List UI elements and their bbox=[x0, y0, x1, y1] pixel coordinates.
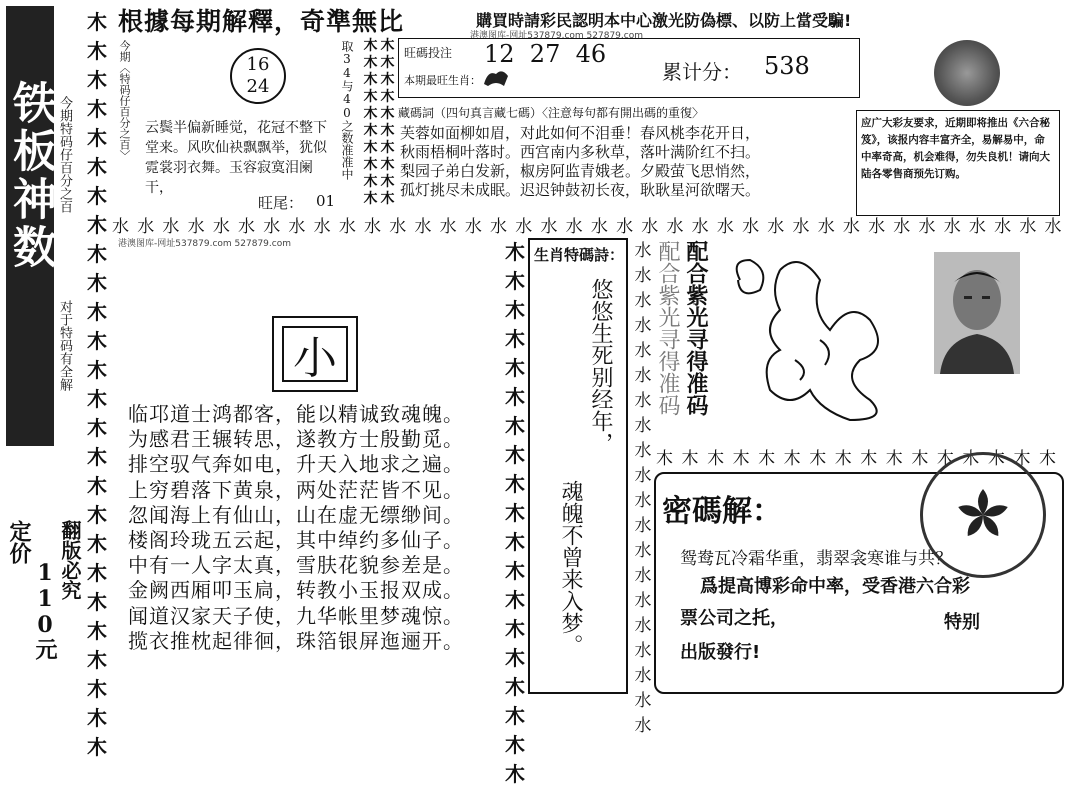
laser-gray-text: 配合紫光寻得准码 bbox=[655, 240, 680, 416]
wood-char: 木 bbox=[87, 155, 107, 179]
laser-seal-icon bbox=[934, 40, 1000, 106]
water-char: 水 bbox=[742, 217, 760, 237]
water-char: 水 bbox=[137, 217, 155, 237]
wood-char: 木 bbox=[87, 387, 107, 411]
poem-line: 金阙西厢叩玉扃，转教小玉报双成。 bbox=[128, 578, 464, 603]
lucky-code-label: 旺碼投注 bbox=[404, 46, 453, 60]
wood-char: 木 bbox=[380, 38, 395, 54]
wood-char: 木 bbox=[87, 416, 107, 440]
wood-char: 木 bbox=[363, 55, 378, 71]
wood-char: 木 bbox=[380, 55, 395, 71]
hidden-code-line: 梨园子弟白发新，椒房阿监青娥老。夕殿萤飞思悄然， bbox=[400, 162, 761, 180]
wood-char: 木 bbox=[87, 97, 107, 121]
wood-char: 木 bbox=[87, 590, 107, 614]
water-char: 水 bbox=[943, 217, 961, 237]
wood-char: 木 bbox=[505, 414, 525, 438]
water-char: 水 bbox=[634, 666, 652, 686]
notice-box: 应广大彩友要求，近期即将推出《六合秘笈》，该报内容丰富齐全，易解易中，命中率奇高，机会难得，勿失良机！请向大陆各零售商预先订购。 bbox=[856, 110, 1060, 216]
wood-char: 木 bbox=[505, 269, 525, 293]
wood-char: 木 bbox=[87, 735, 107, 759]
wood-char: 木 bbox=[363, 89, 378, 105]
scribble-art-icon bbox=[720, 240, 920, 440]
wood-char: 木 bbox=[505, 762, 525, 786]
water-char: 水 bbox=[364, 217, 382, 237]
water-char: 水 bbox=[288, 217, 306, 237]
water-char: 水 bbox=[691, 217, 709, 237]
wood-char: 木 bbox=[87, 445, 107, 469]
wood-char: 木 bbox=[707, 449, 725, 469]
water-char: 水 bbox=[634, 691, 652, 711]
wood-char: 木 bbox=[505, 501, 525, 525]
wood-char: 木 bbox=[87, 10, 107, 34]
water-char: 水 bbox=[634, 291, 652, 311]
wood-char: 木 bbox=[363, 106, 378, 122]
wood-char: 木 bbox=[656, 449, 673, 469]
wood-char: 木 bbox=[87, 677, 107, 701]
circle-number-2: 24 bbox=[246, 76, 270, 97]
hidden-code-line: 芙蓉如面柳如眉，对此如何不泪垂！春风桃李花开日， bbox=[400, 124, 761, 142]
wood-char: 木 bbox=[87, 271, 107, 295]
water-char: 水 bbox=[994, 217, 1012, 237]
water-char: 水 bbox=[634, 516, 652, 536]
wood-char: 木 bbox=[885, 449, 903, 469]
wood-char: 木 bbox=[363, 38, 378, 54]
wood-char: 木 bbox=[87, 561, 107, 585]
wood-column-left bbox=[84, 6, 110, 759]
price-label: 定价 bbox=[6, 520, 32, 564]
wood-char: 木 bbox=[380, 89, 395, 105]
wood-char: 木 bbox=[87, 329, 107, 353]
circle-number-1: 16 bbox=[246, 54, 270, 75]
lucky-code-sub: 本期最旺生肖： bbox=[404, 74, 481, 87]
big-char-box bbox=[272, 316, 358, 392]
zodiac-icon bbox=[482, 66, 510, 88]
top-left-vertical-note: 取34与40之数准准中 bbox=[340, 40, 354, 180]
wood-char: 木 bbox=[87, 184, 107, 208]
water-column bbox=[632, 236, 654, 736]
wood-char: 木 bbox=[505, 617, 525, 641]
wood-char: 木 bbox=[505, 385, 525, 409]
water-char: 水 bbox=[187, 217, 205, 237]
wood-char: 木 bbox=[87, 503, 107, 527]
wood-char: 木 bbox=[1013, 449, 1031, 469]
wood-char: 木 bbox=[87, 39, 107, 63]
wood-column-middle bbox=[502, 236, 528, 786]
side-note-2: 对于特码有全解 bbox=[57, 300, 72, 391]
water-char: 水 bbox=[515, 217, 533, 237]
water-char: 水 bbox=[634, 491, 652, 511]
wood-char: 木 bbox=[505, 704, 525, 728]
water-char: 水 bbox=[634, 616, 652, 636]
wood-char: 木 bbox=[505, 588, 525, 612]
secret-poem: 鸳鸯瓦冷霜华重，翡翠衾寒谁与共？ bbox=[680, 549, 952, 569]
wang-wei-label: 旺尾： bbox=[258, 194, 304, 212]
wood-char: 木 bbox=[987, 449, 1005, 469]
wood-char: 木 bbox=[363, 123, 378, 139]
numbers-circle bbox=[230, 48, 286, 104]
headline-left: 根據每期解釋，奇準無比 bbox=[118, 7, 405, 36]
wood-char: 木 bbox=[87, 68, 107, 92]
wood-char: 木 bbox=[732, 449, 750, 469]
wood-char: 木 bbox=[1038, 449, 1056, 469]
score-value: 538 bbox=[764, 52, 810, 80]
watermark-top: 港澳图库-网址537879.com 527879.com bbox=[470, 31, 643, 41]
zodiac-poem-header: 生肖特碼詩： bbox=[534, 246, 625, 264]
secret-line2: 爲提高博彩命中率，受香港六合彩 bbox=[700, 576, 970, 597]
wood-char: 木 bbox=[87, 532, 107, 556]
wood-char: 木 bbox=[380, 174, 395, 190]
water-char: 水 bbox=[634, 466, 652, 486]
water-char: 水 bbox=[634, 241, 652, 261]
water-char: 水 bbox=[634, 541, 652, 561]
big-char: 小 bbox=[293, 333, 337, 384]
water-char: 水 bbox=[634, 641, 652, 661]
poem-line: 为感君王辗转思，遂教方士殷勤觅。 bbox=[128, 427, 464, 452]
water-char: 水 bbox=[918, 217, 936, 237]
wood-char: 木 bbox=[809, 449, 827, 469]
masthead-title: 铁板神数 bbox=[5, 80, 56, 272]
water-char: 水 bbox=[565, 217, 583, 237]
wood-char: 木 bbox=[363, 157, 378, 173]
top-left-poem: 云鬓半偏新睡觉，花冠不整下堂来。风吹仙袂飘飘举，犹似霓裳羽衣舞。玉容寂寞泪阑干， bbox=[145, 120, 327, 196]
water-char: 水 bbox=[634, 416, 652, 436]
water-char: 水 bbox=[868, 217, 886, 237]
poem-line: 揽衣推枕起徘徊，珠箔银屏迤逦开。 bbox=[128, 628, 464, 653]
wood-char: 木 bbox=[87, 358, 107, 382]
secret-line3b: 特别 bbox=[944, 612, 980, 633]
hidden-code-line: 秋雨梧桐叶落时。西宫南内多秋草，落叶满阶红不扫。 bbox=[400, 143, 761, 161]
wood-char: 木 bbox=[962, 449, 980, 469]
wood-char: 木 bbox=[505, 675, 525, 699]
lucky-code-values: 12 27 46 bbox=[484, 40, 607, 68]
wood-char: 木 bbox=[363, 174, 378, 190]
wood-char: 木 bbox=[380, 140, 395, 156]
price-note: 翻版必究 bbox=[58, 520, 82, 600]
wood-char: 木 bbox=[87, 126, 107, 150]
wood-char: 木 bbox=[681, 449, 699, 469]
wood-char: 木 bbox=[87, 706, 107, 730]
water-char: 水 bbox=[634, 316, 652, 336]
wood-char: 木 bbox=[87, 648, 107, 672]
wood-char: 木 bbox=[87, 300, 107, 324]
secret-title: 密碼解： bbox=[662, 494, 782, 529]
water-char: 水 bbox=[634, 266, 652, 286]
water-char: 水 bbox=[817, 217, 835, 237]
hidden-code-lines bbox=[400, 124, 850, 200]
poem-line: 楼阁玲珑五云起，其中绰约多仙子。 bbox=[128, 528, 464, 553]
wood-char: 木 bbox=[380, 72, 395, 88]
water-char: 水 bbox=[716, 217, 734, 237]
top-left-vertical-label: 今期〈特码仔百分之百〉 bbox=[118, 40, 131, 161]
poem-line: 忽闻海上有仙山，山在虚无缥缈间。 bbox=[128, 502, 464, 527]
wood-char: 木 bbox=[87, 619, 107, 643]
water-char: 水 bbox=[634, 441, 652, 461]
water-char: 水 bbox=[162, 217, 180, 237]
zodiac-poem-line1: 悠悠生死别经年， bbox=[588, 278, 613, 454]
wang-wei-value: 01 bbox=[316, 192, 336, 210]
zodiac-poem-line2: 魂魄不曾来入梦。 bbox=[558, 480, 583, 656]
water-char: 水 bbox=[590, 217, 608, 237]
wood-char: 木 bbox=[505, 559, 525, 583]
poem-line: 上穷碧落下黄泉，两处茫茫皆不见。 bbox=[128, 477, 464, 502]
wood-char: 木 bbox=[87, 242, 107, 266]
wood-char: 木 bbox=[911, 449, 929, 469]
wood-char: 木 bbox=[505, 646, 525, 670]
wood-char: 木 bbox=[505, 443, 525, 467]
side-note-1: 今期特码仔百分之百 bbox=[57, 96, 72, 213]
wood-char: 木 bbox=[860, 449, 878, 469]
water-char: 水 bbox=[338, 217, 356, 237]
water-char: 水 bbox=[212, 217, 230, 237]
wood-char: 木 bbox=[936, 449, 954, 469]
wood-grid-top bbox=[362, 38, 396, 208]
poem-line: 闻道汉家天子使，九华帐里梦魂惊。 bbox=[128, 603, 464, 628]
water-char: 水 bbox=[1044, 217, 1062, 237]
watermark-mid: 港澳图库-网址537879.com 527879.com bbox=[118, 239, 291, 249]
price-value: 110元 bbox=[32, 560, 58, 660]
water-char: 水 bbox=[792, 217, 810, 237]
water-char: 水 bbox=[1019, 217, 1037, 237]
poem-line: 临邛道士鸿都客，能以精诚致魂魄。 bbox=[128, 402, 464, 426]
poem-line: 排空驭气奔如电，升天入地求之遍。 bbox=[128, 452, 464, 477]
wood-char: 木 bbox=[505, 298, 525, 322]
water-char: 水 bbox=[767, 217, 785, 237]
wood-char: 木 bbox=[505, 240, 525, 264]
wood-char: 木 bbox=[380, 106, 395, 122]
water-char: 水 bbox=[616, 217, 634, 237]
water-char: 水 bbox=[490, 217, 508, 237]
water-char: 水 bbox=[263, 217, 281, 237]
water-char: 水 bbox=[238, 217, 256, 237]
water-char: 水 bbox=[439, 217, 457, 237]
wood-char: 木 bbox=[834, 449, 852, 469]
water-char: 水 bbox=[414, 217, 432, 237]
hidden-code-header: 藏碼詞（四句真言藏七碼）〈注意每句都有開出碼的重復〉 bbox=[398, 106, 705, 120]
water-row bbox=[112, 212, 1062, 237]
water-char: 水 bbox=[634, 366, 652, 386]
wood-char: 木 bbox=[758, 449, 776, 469]
water-char: 水 bbox=[112, 217, 129, 237]
water-char: 水 bbox=[313, 217, 331, 237]
hidden-code-line: 孤灯挑尽未成眠。迟迟钟鼓初长夜，耿耿星河欲曙天。 bbox=[400, 181, 761, 199]
water-char: 水 bbox=[634, 391, 652, 411]
stamp-seal-icon bbox=[920, 452, 1046, 578]
wood-char: 木 bbox=[505, 472, 525, 496]
wood-char: 木 bbox=[505, 530, 525, 554]
poem-line: 中有一人字太真，雪肤花貌参差是。 bbox=[128, 553, 464, 578]
wood-char: 木 bbox=[87, 213, 107, 237]
water-char: 水 bbox=[634, 566, 652, 586]
wood-char: 木 bbox=[380, 191, 395, 207]
water-char: 水 bbox=[634, 341, 652, 361]
headline-right: 購買時請彩民認明本中心激光防偽標、以防上當受騙! bbox=[476, 11, 852, 30]
main-poem bbox=[128, 402, 464, 654]
water-char: 水 bbox=[893, 217, 911, 237]
secret-line3: 票公司之托， bbox=[680, 608, 788, 629]
wood-char: 木 bbox=[505, 356, 525, 380]
water-char: 水 bbox=[634, 716, 652, 736]
wood-char: 木 bbox=[783, 449, 801, 469]
water-char: 水 bbox=[842, 217, 860, 237]
wood-char: 木 bbox=[380, 157, 395, 173]
water-char: 水 bbox=[641, 217, 659, 237]
score-label: 累计分： bbox=[662, 60, 742, 84]
water-char: 水 bbox=[540, 217, 558, 237]
wood-char: 木 bbox=[363, 191, 378, 207]
wood-char: 木 bbox=[505, 327, 525, 351]
laser-bold-text: 配合紫光寻得准码 bbox=[683, 240, 708, 416]
water-char: 水 bbox=[634, 591, 652, 611]
wood-char: 木 bbox=[363, 72, 378, 88]
water-char: 水 bbox=[464, 217, 482, 237]
wood-char: 木 bbox=[363, 140, 378, 156]
portrait-photo bbox=[934, 252, 1020, 374]
wood-char: 木 bbox=[380, 123, 395, 139]
wood-char: 木 bbox=[505, 733, 525, 757]
water-char: 水 bbox=[968, 217, 986, 237]
wood-char: 木 bbox=[87, 474, 107, 498]
water-char: 水 bbox=[666, 217, 684, 237]
water-char: 水 bbox=[389, 217, 407, 237]
secret-line4: 出版發行! bbox=[680, 642, 761, 663]
